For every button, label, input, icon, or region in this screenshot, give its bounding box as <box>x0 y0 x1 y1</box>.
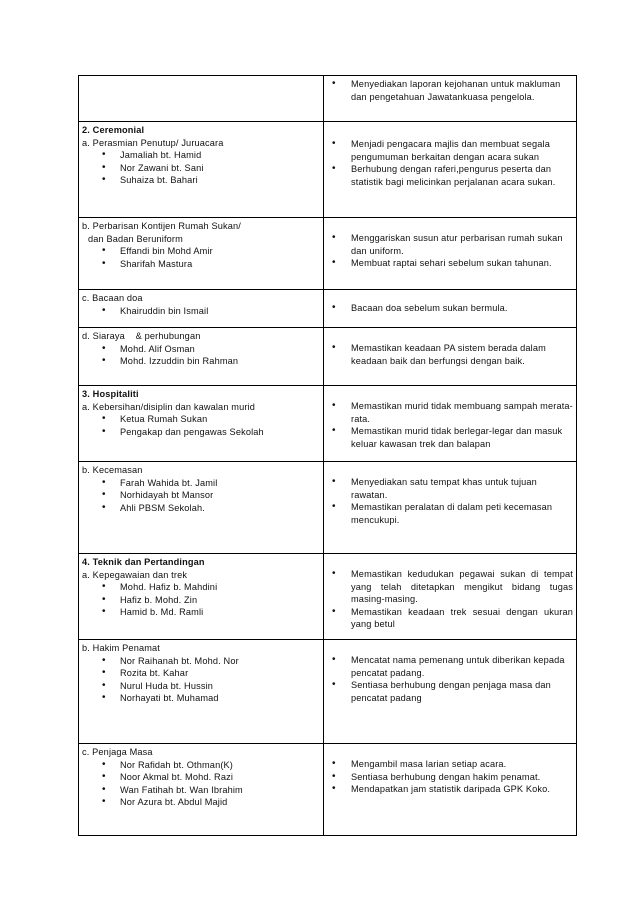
section-heading: 4. Teknik dan Pertandingan <box>82 557 205 567</box>
name-item: • Mohd. Hafiz b. Mahdini <box>82 581 320 594</box>
name-item: • Khairuddin bin Ismail <box>82 305 320 318</box>
task-item: • Sentiasa berhubung dengan hakim penamat. <box>327 771 573 784</box>
name-item: • Hamid b. Md. Ramli <box>82 606 320 619</box>
task-item: • Memastikan keadaan trek sesuai dengan ukuran yang betul <box>327 606 573 631</box>
left-cell <box>79 462 324 554</box>
name-item: • Farah Wahida bt. Jamil <box>82 477 320 490</box>
subsection-title-cont: dan Badan Beruniform <box>88 233 183 244</box>
subsection-title: a. Kebersihan/disiplin dan kawalan murid <box>82 401 256 412</box>
right-cell <box>324 218 577 290</box>
duty-table <box>78 75 577 836</box>
table-row <box>79 386 577 462</box>
task-item: • Berhubung dengan raferi,pengurus peserta dan statistik bagi melicinkan perjalanan acara sukan. <box>327 163 573 188</box>
table-row <box>79 744 577 836</box>
left-cell <box>79 744 324 836</box>
name-item: • Nor Azura bt. Abdul Majid <box>82 796 320 809</box>
task-item: • Membuat raptai sehari sebelum sukan tahunan. <box>327 257 573 270</box>
table-row <box>79 328 577 386</box>
right-cell <box>324 554 577 640</box>
table-row <box>79 290 577 328</box>
table-row <box>79 640 577 744</box>
task-item: • Bacaan doa sebelum sukan bermula. <box>327 302 573 315</box>
name-item: • Mohd. Alif Osman <box>82 343 320 356</box>
subsection-title: a. Perasmian Penutup/ Juruacara <box>82 137 224 148</box>
right-cell <box>324 744 577 836</box>
left-cell <box>79 76 324 122</box>
name-item: • Pengakap dan pengawas Sekolah <box>82 426 320 439</box>
name-item: • Jamaliah bt. Hamid <box>82 149 320 162</box>
task-item: • Mencatat nama pemenang untuk diberikan kepada pencatat padang. <box>327 654 573 679</box>
name-item: • Hafiz b. Mohd. Zin <box>82 594 320 607</box>
name-item: • Suhaiza bt. Bahari <box>82 174 320 187</box>
task-item: • Memastikan peralatan di dalam peti kecemasan mencukupi. <box>327 501 573 526</box>
name-item: • Nor Raihanah bt. Mohd. Nor <box>82 655 320 668</box>
name-item: • Ketua Rumah Sukan <box>82 413 320 426</box>
task-item: • Mengambil masa larian setiap acara. <box>327 758 573 771</box>
task-item: • Memastikan keadaan PA sistem berada dalam keadaan baik dan berfungsi dengan baik. <box>327 342 573 367</box>
left-cell <box>79 640 324 744</box>
subsection-title: b. Kecemasan <box>82 465 143 475</box>
right-cell <box>324 290 577 328</box>
name-item: • Norhayati bt. Muhamad <box>82 692 320 705</box>
task-item: • Memastikan kedudukan pegawai sukan di tempat yang telah ditetapkan mengikut bidang tugas masing-masing. <box>327 568 573 606</box>
left-cell <box>79 218 324 290</box>
right-cell <box>324 122 577 218</box>
left-cell <box>79 328 324 386</box>
name-item: • Effandi bin Mohd Amir <box>82 245 320 258</box>
name-item: • Ahli PBSM Sekolah. <box>82 502 320 515</box>
right-cell <box>324 640 577 744</box>
task-item: • Menyediakan laporan kejohanan untuk makluman dan pengetahuan Jawatankuasa pengelola. <box>327 78 573 103</box>
task-item: • Memastikan murid tidak berlegar-legar dan masuk keluar kawasan trek dan balapan <box>327 425 573 450</box>
task-item: • Memastikan murid tidak membuang sampah merata-rata. <box>327 400 573 425</box>
name-item: • Wan Fatihah bt. Wan Ibrahim <box>82 784 320 797</box>
table-row <box>79 122 577 218</box>
subsection-title: c. Penjaga Masa <box>82 747 153 757</box>
subsection-title: a. Kepegawaian dan trek <box>82 569 188 580</box>
task-item: • Menggariskan susun atur perbarisan rumah sukan dan uniform. <box>327 232 573 257</box>
subsection-title: d. Siaraya & perhubungan <box>82 331 201 341</box>
name-item: • Sharifah Mastura <box>82 258 320 271</box>
name-item: • Nurul Huda bt. Hussin <box>82 680 320 693</box>
right-cell <box>324 76 577 122</box>
table-row <box>79 76 577 122</box>
task-item: • Sentiasa berhubung dengan penjaga masa dan pencatat padang <box>327 679 573 704</box>
left-cell <box>79 554 324 640</box>
task-item: • Menjadi pengacara majlis dan membuat segala pengumuman berkaitan dengan acara sukan <box>327 138 573 163</box>
subsection-title: c. Bacaan doa <box>82 293 143 303</box>
name-item: • Nor Rafidah bt. Othman(K) <box>82 759 320 772</box>
section-heading: 2. Ceremonial <box>82 125 145 135</box>
table-row <box>79 554 577 640</box>
task-item: • Menyediakan satu tempat khas untuk tujuan rawatan. <box>327 476 573 501</box>
name-item: • Nor Zawani bt. Sani <box>82 162 320 175</box>
task-item: • Mendapatkan jam statistik daripada GPK Koko. <box>327 783 573 796</box>
name-item: • Rozita bt. Kahar <box>82 667 320 680</box>
right-cell <box>324 386 577 462</box>
name-item: • Noor Akmal bt. Mohd. Razi <box>82 771 320 784</box>
left-cell <box>79 290 324 328</box>
name-item: • Mohd. Izzuddin bin Rahman <box>82 355 320 368</box>
subsection-title: b. Perbarisan Kontijen Rumah Sukan/ <box>82 221 241 231</box>
table-row <box>79 462 577 554</box>
right-cell <box>324 328 577 386</box>
name-item: • Norhidayah bt Mansor <box>82 489 320 502</box>
section-heading: 3. Hospitaliti <box>82 389 139 399</box>
left-cell <box>79 122 324 218</box>
right-cell <box>324 462 577 554</box>
subsection-title: b. Hakim Penamat <box>82 643 160 653</box>
left-cell <box>79 386 324 462</box>
table-row <box>79 218 577 290</box>
